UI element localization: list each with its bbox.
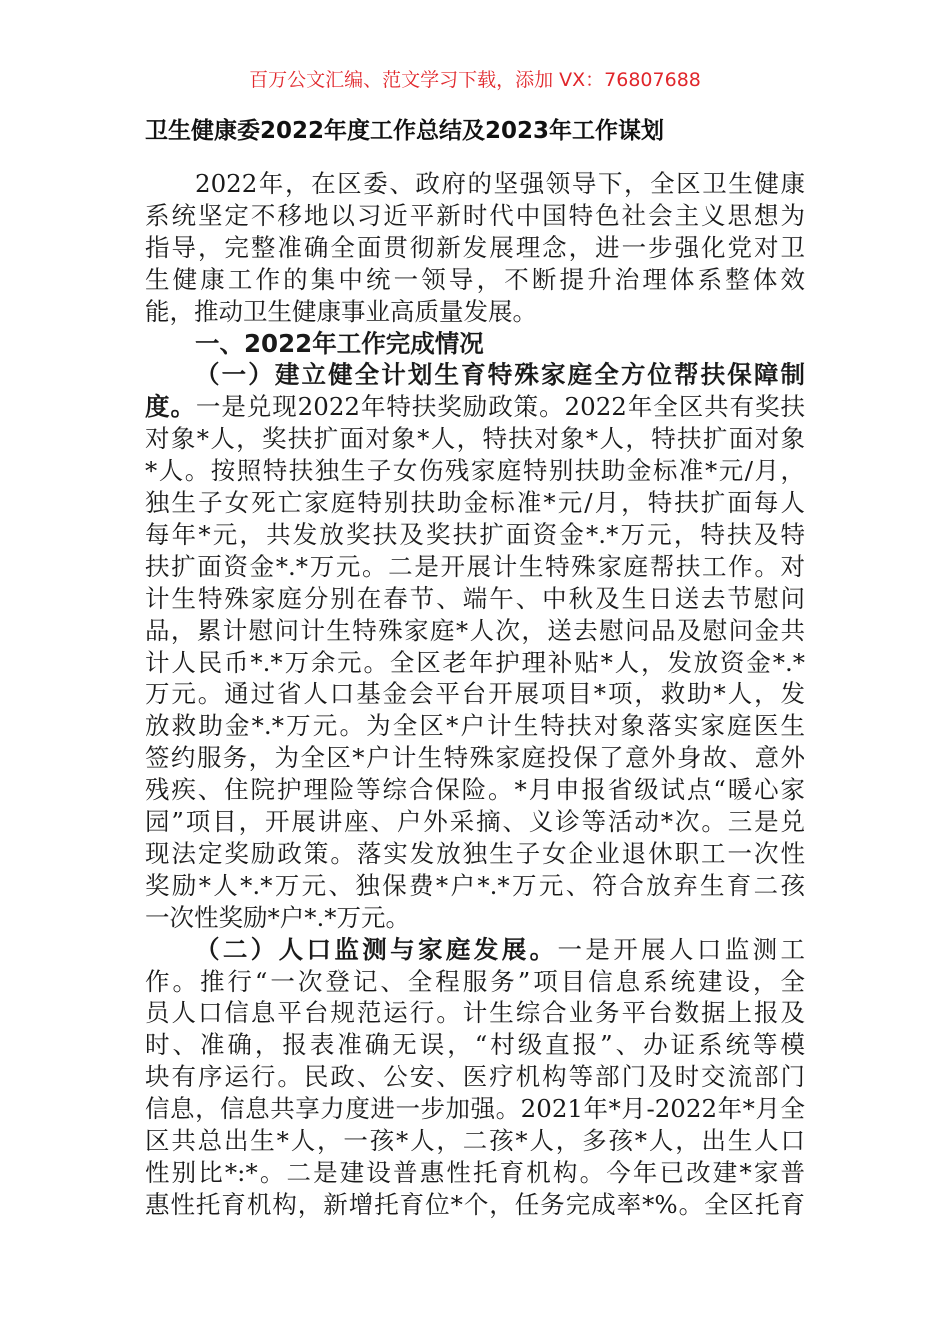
text-line	[195, 328, 805, 360]
body-text: 2022年，在区委、政府的坚强领导下，全区卫生健康	[195, 169, 805, 198]
body-text: 能，推动卫生健康事业高质量发展。	[145, 296, 537, 326]
text-line	[145, 583, 805, 615]
text-line	[145, 487, 805, 519]
text-line	[145, 1157, 805, 1189]
text-line	[145, 838, 805, 870]
text-line	[145, 678, 805, 710]
text-line	[145, 1061, 805, 1093]
body-text: 计生特殊家庭分别在春节、端午、中秋及生日送去节慰问	[145, 583, 805, 613]
body-text: 园”项目，开展讲座、户外采摘、义诊等活动*次。三是兑	[145, 807, 805, 836]
text-line	[145, 455, 805, 487]
text-line	[145, 966, 805, 998]
text-line	[145, 647, 805, 679]
text-line	[145, 997, 805, 1029]
body-text: 扶扩面资金*.*万元。二是开展计生特殊家庭帮扶工作。对	[145, 551, 805, 581]
body-text: 一是开展人口监测工	[557, 934, 805, 964]
body-text: 时、准确，报表准确无误，“村级直报”、办证系统等模	[145, 1030, 805, 1060]
body-text: 信息，信息共享力度进一步加强。2021年*月-2022年*月全	[145, 1094, 805, 1124]
bold-heading-text: （二）人口监测与家庭发展。	[195, 934, 558, 964]
body-text: 对象*人，奖扶扩面对象*人，特扶对象*人，特扶扩面对象	[145, 424, 805, 454]
body-text: 一是兑现2022年特扶奖励政策。2022年全区共有奖扶	[195, 392, 805, 422]
body-text: 签约服务，为全区*户计生特殊家庭投保了意外身故、意外	[145, 743, 805, 773]
text-line	[195, 934, 805, 966]
body-text: 计人民币*.*万余元。全区老年护理补贴*人，发放资金*.*	[145, 647, 805, 677]
body-text: 每年*元，共发放奖扶及奖扶扩面资金*.*万元，特扶及特	[145, 519, 805, 549]
body-text: 区共总出生*人，一孩*人，二孩*人，多孩*人，出生人口	[145, 1126, 805, 1155]
text-line	[145, 615, 805, 647]
text-line	[145, 1029, 805, 1061]
text-line	[145, 1125, 805, 1157]
watermark-header: 百万公文汇编、范文学习下载，添加 VX：76807688	[249, 69, 701, 91]
body-text: 奖励*人*.*万元、独保费*户*.*万元、符合放弃生育二孩	[145, 870, 805, 900]
text-line	[145, 423, 805, 455]
body-text: 系统坚定不移地以习近平新时代中国特色社会主义思想为	[145, 200, 805, 230]
body-text: 万元。通过省人口基金会平台开展项目*项，救助*人，发	[145, 679, 805, 709]
text-line	[145, 806, 805, 838]
text-line	[195, 359, 805, 391]
text-line	[145, 551, 805, 583]
text-line	[145, 742, 805, 774]
text-line	[145, 200, 805, 232]
body-text: 员人口信息平台规范运行。计生综合业务平台数据上报及	[145, 998, 805, 1028]
text-line	[195, 168, 805, 200]
text-line	[145, 1093, 805, 1125]
body-text: 指导，完整准确全面贯彻新发展理念，进一步强化党对卫	[145, 232, 805, 262]
body-text: 生健康工作的集中统一领导，不断提升治理体系整体效	[145, 264, 805, 294]
bold-heading-text: 一、2022年工作完成情况	[195, 328, 484, 358]
body-text: 残疾、住院护理险等综合保险。*月申报省级试点“暖心家	[145, 775, 805, 805]
text-line	[145, 870, 805, 902]
body-text: 块有序运行。民政、公安、医疗机构等部门及时交流部门	[145, 1062, 805, 1092]
body-text: 现法定奖励政策。落实发放独生子女企业退休职工一次性	[145, 838, 805, 868]
body-text: 性别比*:*。二是建设普惠性托育机构。今年已改建*家普	[145, 1157, 805, 1187]
text-line	[145, 391, 805, 423]
text-line	[145, 519, 805, 551]
bold-heading-text: （一）建立健全计划生育特殊家庭全方位帮扶保障制	[195, 360, 805, 390]
text-line	[145, 264, 805, 296]
text-line	[145, 232, 805, 264]
body-text: 放救助金*.*万元。为全区*户计生特扶对象落实家庭医生	[145, 711, 805, 741]
text-line	[145, 774, 805, 806]
body-text: 作。推行“一次登记、全程服务”项目信息系统建设，全	[145, 966, 805, 996]
text-line	[145, 902, 805, 934]
body-text: 独生子女死亡家庭特别扶助金标准*元/月，特扶扩面每人	[145, 488, 805, 517]
body-text: 品，累计慰问计生特殊家庭*人次，送去慰问品及慰问金共	[145, 615, 805, 645]
text-line	[145, 710, 805, 742]
body-text: *人。按照特扶独生子女伤残家庭特别扶助金标准*元/月，	[145, 456, 805, 486]
body-text: 一次性奖励*户*.*万元。	[145, 902, 411, 932]
body-text: 惠性托育机构，新增托育位*个，任务完成率*%。全区托育	[145, 1189, 805, 1219]
text-line	[145, 1189, 805, 1221]
text-line	[145, 296, 805, 328]
document-title: 卫生健康委2022年度工作总结及2023年工作谋划	[145, 118, 665, 144]
bold-heading-text: 度。	[145, 392, 196, 422]
